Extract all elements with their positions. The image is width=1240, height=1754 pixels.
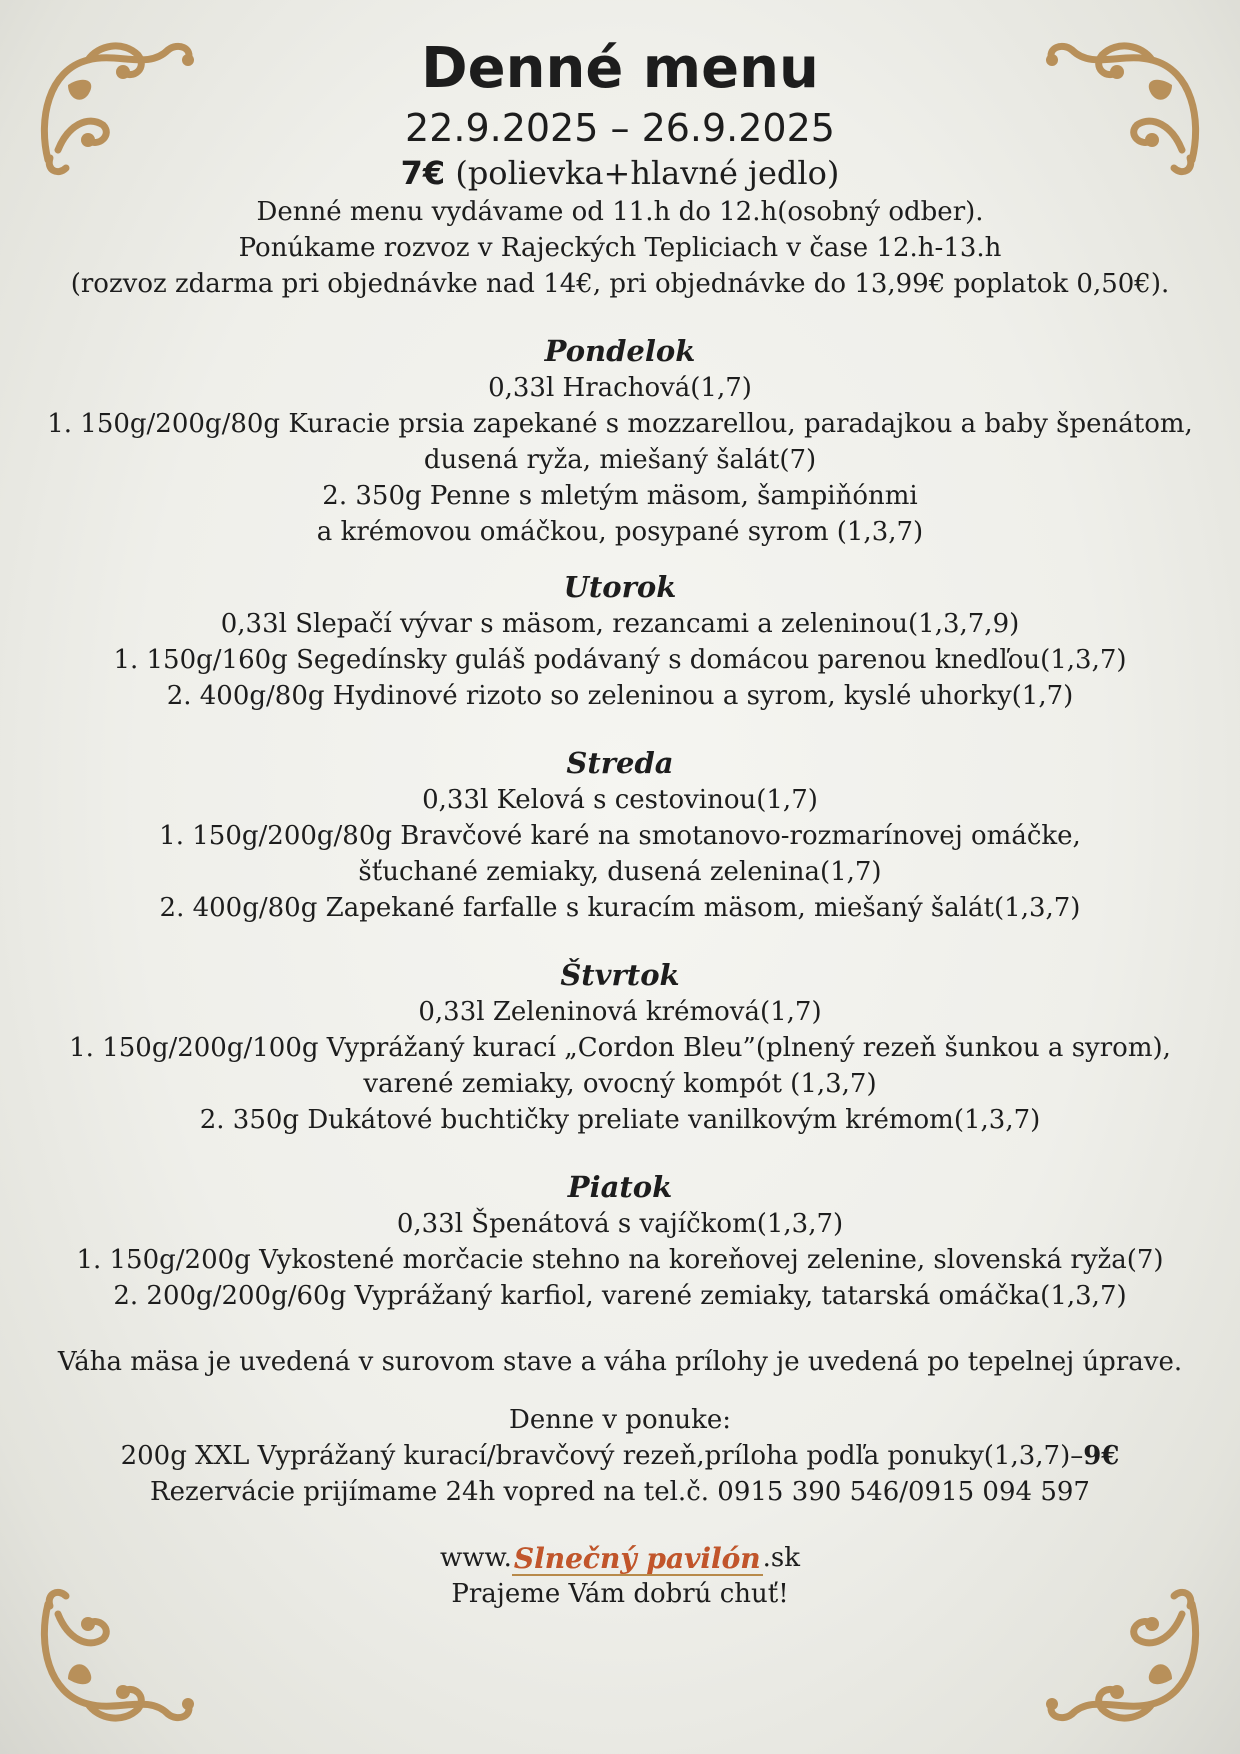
day-heading: Streda	[566, 746, 674, 780]
day-heading: Piatok	[567, 1170, 673, 1204]
closing-wish: Prajeme Vám dobrú chuť!	[451, 1579, 789, 1609]
menu-content	[0, 34, 1240, 1612]
menu-price-line	[0, 152, 1240, 194]
menu-item: 1. 150g/200g/100g Vyprážaný kurací „Cordon Bleu”(plnený rezeň šunkou a syrom),	[69, 1033, 1171, 1063]
page-title: Denné menu	[421, 36, 819, 101]
menu-item-continued: šťuchané zemiaky, dusená zelenina(1,7)	[358, 857, 882, 887]
menu-price-note: (polievka+hlavné jedlo)	[455, 154, 840, 192]
menu-price: 7€	[400, 154, 446, 192]
website-suffix: .sk	[762, 1543, 801, 1573]
day-section-friday	[0, 1168, 1240, 1314]
website-line[interactable]	[0, 1540, 1240, 1576]
menu-item: 1. 150g/160g Segedínsky guláš podávaný s domácou parenou knedľou(1,3,7)	[113, 645, 1127, 675]
day-heading: Pondelok	[544, 334, 696, 368]
menu-item: 2. 350g Penne s mletým mäsom, šampiňónmi	[322, 481, 918, 511]
website-prefix: www.	[439, 1543, 512, 1573]
weight-note: Váha mäsa je uvedená v surovom stave a váha prílohy je uvedená po tepelnej úprave.	[57, 1347, 1183, 1377]
daily-offer-heading: Denne v ponuke:	[508, 1405, 731, 1435]
menu-item-continued: a krémovou omáčkou, posypané syrom (1,3,7)	[316, 517, 924, 547]
soup-item: 0,33l Kelová s cestovinou(1,7)	[422, 785, 818, 815]
menu-item-continued: dusená ryža, miešaný šalát(7)	[423, 445, 817, 475]
soup-item: 0,33l Špenátová s vajíčkom(1,3,7)	[396, 1209, 844, 1239]
menu-item: 1. 150g/200g Vykostené morčacie stehno na koreňovej zelenine, slovenská ryža(7)	[76, 1245, 1164, 1275]
brand-logo	[512, 1543, 763, 1576]
date-range: 22.9.2025 – 26.9.2025	[405, 106, 835, 150]
menu-item-continued: varené zemiaky, ovocný kompót (1,3,7)	[363, 1069, 877, 1099]
info-delivery: Ponúkame rozvoz v Rajeckých Tepliciach v čase 12.h-13.h	[238, 233, 1002, 263]
brand-logo-text: Slnečný pavilón	[513, 1542, 761, 1575]
day-section-wednesday	[0, 744, 1240, 926]
day-section-tuesday	[0, 568, 1240, 714]
menu-item: 1. 150g/200g/80g Kuracie prsia zapekané s mozzarellou, paradajkou a baby špenátom,	[47, 409, 1193, 439]
reservation-info: Rezervácie prijímame 24h vopred na tel.č. 0915 390 546/0915 094 597	[150, 1477, 1090, 1507]
day-section-thursday	[0, 956, 1240, 1138]
daily-offer-price: 9€	[1083, 1441, 1120, 1471]
soup-item: 0,33l Hrachová(1,7)	[488, 373, 752, 403]
day-section-monday	[0, 332, 1240, 550]
menu-item: 1. 150g/200g/80g Bravčové karé na smotanovo-rozmarínovej omáčke,	[159, 821, 1081, 851]
day-heading: Utorok	[563, 570, 677, 604]
daily-offer-text: 200g XXL Vyprážaný kurací/bravčový rezeň,príloha podľa ponuky(1,3,7)–	[120, 1441, 1084, 1471]
soup-item: 0,33l Zeleninová krémová(1,7)	[418, 997, 822, 1027]
menu-item: 2. 400g/80g Hydinové rizoto so zeleninou a syrom, kyslé uhorky(1,7)	[166, 681, 1074, 711]
daily-offer-item	[0, 1438, 1240, 1474]
info-delivery-fee: (rozvoz zdarma pri objednávke nad 14€, pri objednávke do 13,99€ poplatok 0,50€).	[70, 269, 1170, 299]
soup-item: 0,33l Slepačí vývar s mäsom, rezancami a zeleninou(1,3,7,9)	[220, 609, 1020, 639]
menu-item: 2. 350g Dukátové buchtičky preliate vanilkovým krémom(1,3,7)	[199, 1105, 1041, 1135]
day-heading: Štvrtok	[560, 958, 680, 992]
menu-item: 2. 200g/200g/60g Vyprážaný karfiol, varené zemiaky, tatarská omáčka(1,3,7)	[113, 1281, 1127, 1311]
menu-item: 2. 400g/80g Zapekané farfalle s kuracím mäsom, miešaný šalát(1,3,7)	[159, 893, 1081, 923]
info-serving-time: Denné menu vydávame od 11.h do 12.h(osobný odber).	[256, 197, 984, 227]
